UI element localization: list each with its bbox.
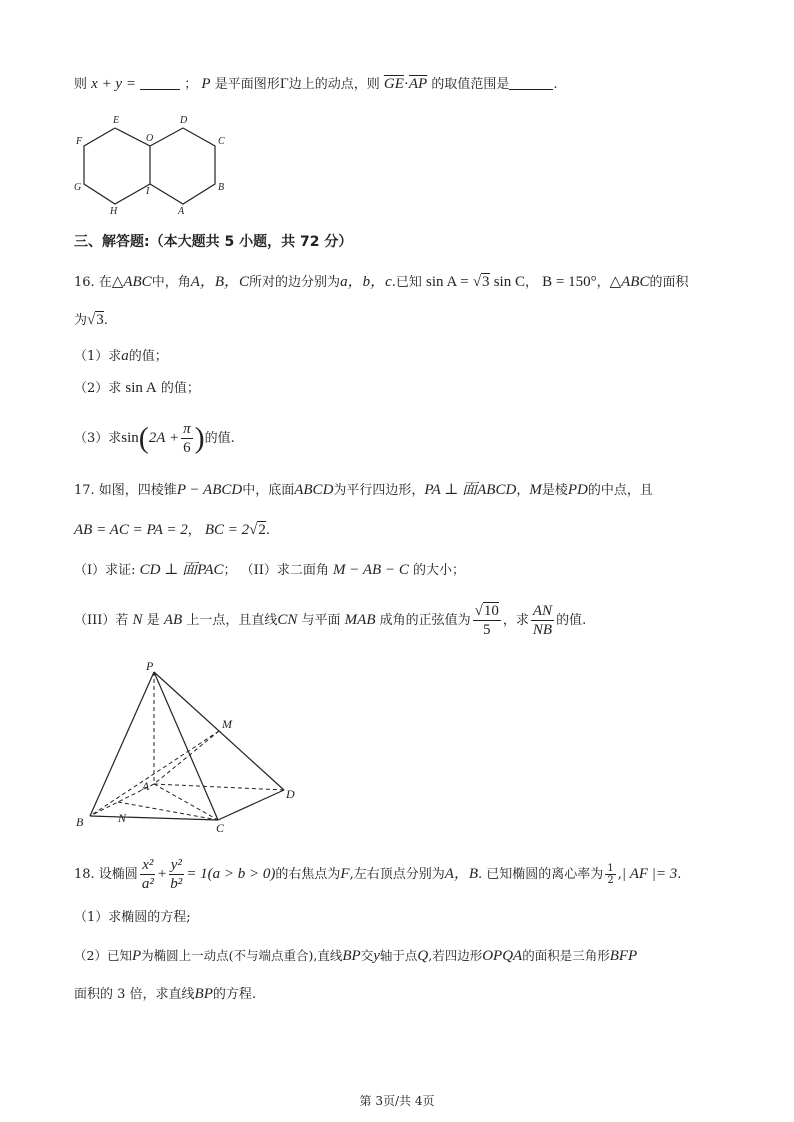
q15-blank-2 <box>509 75 553 90</box>
q17-p3-ratio-num: AN <box>532 603 553 619</box>
q18-number: 18. 设椭圆 <box>74 867 138 882</box>
q17-t2: 为平行四边形， <box>333 483 425 498</box>
q16-eq1-left: sin A = <box>426 274 469 290</box>
q17-p3-n: N <box>132 612 143 628</box>
q15-period: . <box>553 77 558 92</box>
q16-line1 <box>74 272 688 293</box>
q16-p3-end: 的值. <box>204 431 235 446</box>
label-g: G <box>74 182 82 193</box>
q17-perp1: PA ⊥ 面ABCD <box>424 482 517 498</box>
q17-abcd: ABCD <box>294 482 334 498</box>
q16-p3-sin: sin <box>121 430 139 446</box>
q17-p3-sine-fraction <box>473 602 501 639</box>
q17-p3-d: 与平面 <box>301 613 341 628</box>
q17-p3-c: 上一点，且直线 <box>186 613 278 628</box>
q17-eq: AB = AC = PA = 2 <box>74 522 188 538</box>
label-b: B <box>218 182 225 193</box>
q17-p1: （I）求证: <box>74 563 136 578</box>
q16-sqrt3-value: 3 <box>482 274 490 290</box>
q15-tail-line <box>74 74 558 95</box>
label-o: O <box>146 133 154 144</box>
q17-p3-sine-den: 5 <box>483 622 491 638</box>
q16-text2: 所对的边分别为 <box>249 275 341 290</box>
q17-line2-end: . <box>265 523 271 538</box>
q18-eq: = 1(a > b > 0) <box>186 866 276 882</box>
q16-comma2: ， <box>596 275 610 290</box>
q18-p3-bp: BP <box>194 986 213 1002</box>
q18-p2-bfp: BFP <box>609 948 638 964</box>
q17-p2-expr: M − AB − C <box>333 562 409 578</box>
q18-part3 <box>74 984 256 1005</box>
q16-eq1-right: sin C <box>493 274 525 290</box>
q17-bc: BC = 2 <box>204 522 250 538</box>
q18-b2: b² <box>170 876 183 892</box>
q16-eq2: B = 150° <box>542 274 597 290</box>
pyramid-figure <box>72 656 312 836</box>
q17-p3-ab: AB <box>163 612 183 628</box>
q17-p3-g: 的值. <box>556 613 587 628</box>
q17-p3-a: （III）若 <box>74 613 129 628</box>
q18-plus: + <box>157 866 167 882</box>
q18-t3: . 已知椭圆的离心率为 <box>478 867 604 882</box>
q18-end: . <box>677 867 682 882</box>
q16-p2-prefix: （2）求 <box>74 381 122 396</box>
q18-f: F <box>340 866 350 882</box>
q15-p: P <box>201 76 211 92</box>
q16-p3-rparen: ) <box>194 421 205 455</box>
q16-angles: A，B，C <box>190 274 250 290</box>
q18-y2: y² <box>170 857 182 873</box>
q17-p1-sep: ； （II）求二面角 <box>223 563 329 578</box>
q18-p2-c: 交 <box>360 948 374 963</box>
q18-eccentricity <box>605 863 615 886</box>
q18-p2-d: 轴于点 <box>379 948 418 963</box>
q18-p2-opqa: OPQA <box>482 948 523 964</box>
q18-t1: 的右焦点为 <box>275 867 341 882</box>
q17-p3-e: 成角的正弦值为 <box>379 613 471 628</box>
label-c: C <box>218 136 225 147</box>
q15-mid-text: 是平面图形Γ边上的动点，则 <box>214 77 380 92</box>
q17-p3-f: ，求 <box>502 613 529 628</box>
q16-comma: ， <box>524 275 538 290</box>
q17-p3-b: 是 <box>146 613 160 628</box>
q17-part1-2 <box>74 560 465 581</box>
q18-p2-p: P <box>131 948 142 964</box>
label-e: E <box>113 115 120 126</box>
q15-blank-1 <box>140 75 180 90</box>
q18-p2-bp: BP <box>342 948 361 964</box>
q18-part2 <box>74 946 637 966</box>
label-c: C <box>216 821 225 835</box>
label-p: P <box>146 659 154 673</box>
q17-comma: ， <box>187 523 201 538</box>
label-h: H <box>110 206 118 217</box>
q17-m: M <box>529 482 542 498</box>
q17-part3 <box>74 600 586 641</box>
q15-vector-ge: $\overline{GE}$ <box>383 76 404 92</box>
label-f: F <box>76 136 83 147</box>
q17-p3-mab: MAB <box>344 612 376 628</box>
q17-number: 17. 如图，四棱锥 <box>74 483 177 498</box>
q16-p3-2a: 2A + <box>148 430 180 446</box>
q16-p3-prefix: （3）求 <box>74 431 122 446</box>
q18-line1 <box>74 852 681 897</box>
label-b: B <box>76 815 84 829</box>
q16-number: 16. 在 <box>74 275 112 290</box>
q17-p1-expr: CD ⊥ 面PAC <box>139 562 224 578</box>
q16-p2-var: sin A <box>125 380 157 396</box>
label-d: D <box>286 787 295 801</box>
q18-p2-y: y <box>373 948 380 964</box>
q16-line2 <box>74 310 108 331</box>
q18-af: | AF |= 3 <box>621 866 678 882</box>
q18-p3-b: 的方程. <box>212 987 257 1002</box>
q15-semicolon: ； <box>184 77 198 92</box>
q16-p3-fraction <box>181 420 193 457</box>
q18-e-den: 2 <box>607 875 614 886</box>
section3-heading: 三、解答题:（本大题共 5 小题，共 72 分） <box>74 234 353 250</box>
q18-p2-b: 为椭圆上一动点(不与端点重合),直线 <box>141 948 343 963</box>
q16-part3 <box>74 418 235 459</box>
q15-xy-expr: x + y = <box>91 76 136 92</box>
q17-p3-sine-num: √10 <box>474 603 499 619</box>
q16-part2 <box>74 378 200 399</box>
q15-end-text: 的取值范围是 <box>431 77 510 92</box>
q18-x-fraction <box>140 856 156 893</box>
label-i: I <box>146 186 150 197</box>
q17-t5: 的中点，且 <box>587 483 653 498</box>
q16-p1-end: 的值； <box>128 349 168 364</box>
q18-p2-f: 的面积是三角形 <box>522 948 610 963</box>
q17-p3-cn: CN <box>277 612 298 628</box>
q15-prefix: 则 <box>74 77 88 92</box>
label-n: N <box>118 811 127 825</box>
q16-sides: a，b，c <box>340 274 392 290</box>
page-footer: 第 3页/共 4页 <box>359 1094 435 1108</box>
q16-p1-var: a <box>121 348 129 364</box>
q18-ab: A，B <box>444 866 479 882</box>
q16-p3-lparen: ( <box>138 421 149 455</box>
q16-text4: 的面积 <box>649 275 689 290</box>
label-a: A <box>142 779 150 793</box>
label-a: A <box>178 206 185 217</box>
q18-p2-a: （2）已知 <box>74 948 132 963</box>
q17-line1 <box>74 480 653 501</box>
q16-area-sqrt: √3 <box>87 312 104 328</box>
q18-e-num: 1 <box>607 863 614 874</box>
q18-t4: , <box>617 867 622 882</box>
q18-p3-a: 面积的 3 倍，求直线 <box>74 987 195 1002</box>
q17-pd: PD <box>567 482 588 498</box>
q16-p2-end: 的值； <box>160 381 200 396</box>
q16-sqrt3: √3 <box>472 274 490 290</box>
q17-t1: 中，底面 <box>242 483 295 498</box>
q16-part1 <box>74 346 168 367</box>
q16-text3: .已知 <box>391 275 422 290</box>
q18-a2: a² <box>141 876 154 892</box>
q17-t3: ， <box>516 483 530 498</box>
q18-t2: ,左右顶点分别为 <box>349 867 445 882</box>
q17-sqrt2-value: 2 <box>258 522 266 538</box>
q15-dot: · <box>403 76 409 92</box>
q16-triangle: △ABC <box>111 274 152 290</box>
q18-y-fraction <box>168 856 184 893</box>
q17-t4: 是棱 <box>541 483 568 498</box>
q17-sqrt2: √2 <box>249 522 266 538</box>
q18-part1: （1）求椭圆的方程; <box>74 910 191 925</box>
q17-p3-ratio <box>531 602 554 639</box>
q18-x2: x² <box>142 857 154 873</box>
q18-p2-e: ,若四边形 <box>428 948 483 963</box>
q16-p3-den: 6 <box>183 440 191 456</box>
q16-triangle2: △ABC <box>609 274 650 290</box>
q16-line2-end: . <box>103 313 108 328</box>
q17-line2 <box>74 520 270 541</box>
q18-p2-q: Q <box>417 948 429 964</box>
hexagon-figure <box>70 110 240 220</box>
q16-line2-prefix: 为 <box>74 313 88 328</box>
q17-p3-sine-num-value: 10 <box>483 603 499 619</box>
label-m: M <box>222 717 232 731</box>
q16-p3-num: π <box>183 421 191 437</box>
q17-pyramid: P − ABCD <box>176 482 243 498</box>
label-d: D <box>180 115 188 126</box>
q16-area-sqrt-value: 3 <box>96 312 104 328</box>
q16-p1-prefix: （1）求 <box>74 349 122 364</box>
q15-vector-ap: $\overline{AP}$ <box>408 76 428 92</box>
q16-text1: 中，角 <box>151 275 191 290</box>
q17-p3-ratio-den: NB <box>532 622 553 638</box>
q17-p2-end: 的大小； <box>413 563 466 578</box>
